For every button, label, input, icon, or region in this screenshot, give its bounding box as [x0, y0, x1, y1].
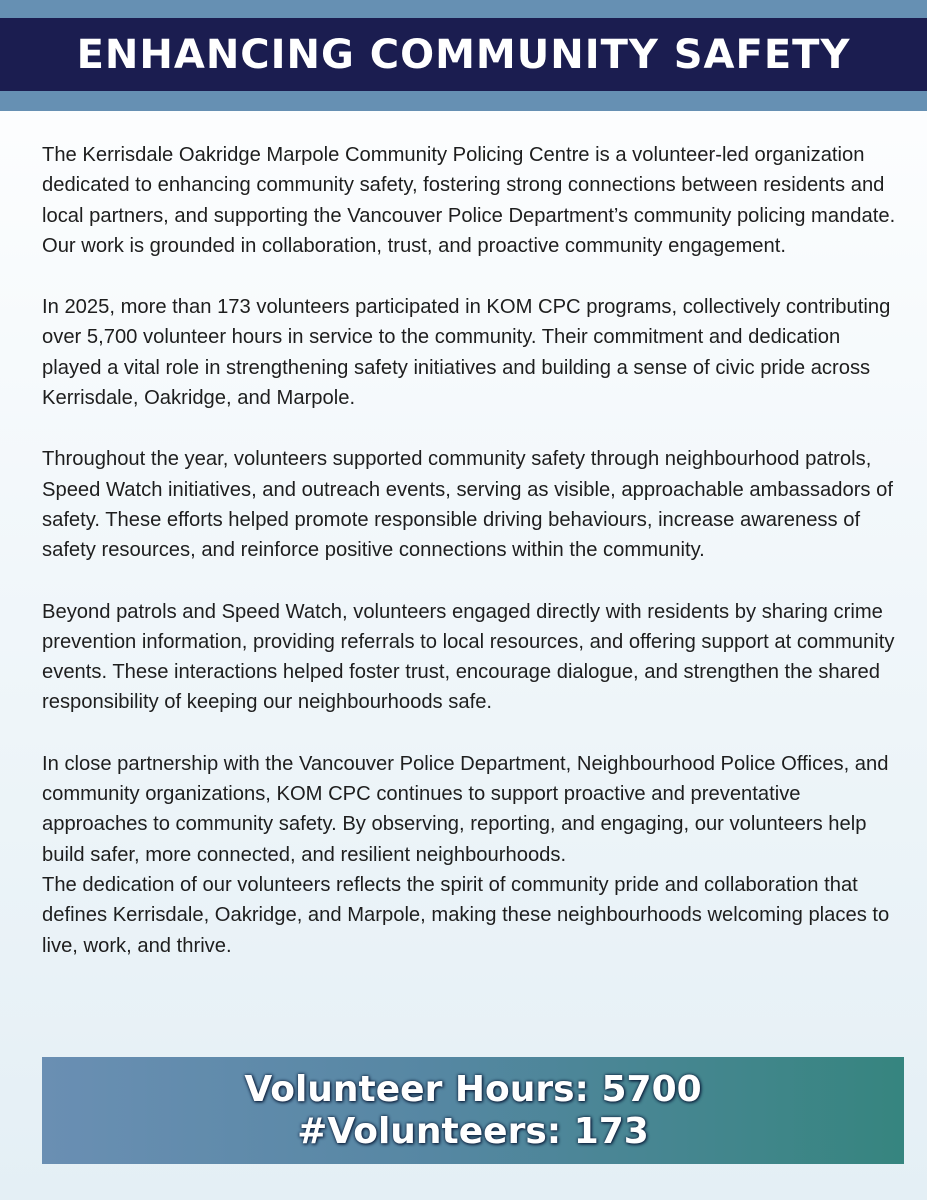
stats-box	[42, 1057, 904, 1164]
body-text	[42, 140, 902, 961]
paragraph-engagement: Beyond patrols and Speed Watch, volunteers engaged directly with residents by sharing crime prevention information, providing referrals to local resources, and offering support at community events. These interactions helped foster trust, encourage dialogue, and strengthen the shared responsibility of keeping our neighbourhoods safe.	[42, 600, 895, 714]
paragraph-intro: The Kerrisdale Oakridge Marpole Community Policing Centre is a volunteer-led organization dedicated to enhancing community safety, fostering strong connections between residents and local partners, and supporting the Vancouver Police Department’s community policing mandate. Our work is grounded in collaboration, trust, and proactive community engagement.	[42, 144, 896, 257]
paragraph-closing: The dedication of our volunteers reflects the spirit of community pride and collaboration that defines Kerrisdale, Oakridge, and Marpole, making these neighbourhoods welcoming places to live, work, and thrive.	[42, 873, 890, 957]
volunteer-count-stat: #Volunteers: 173	[297, 1110, 649, 1152]
paragraph-patrols: Throughout the year, volunteers supported community safety through neighbourhood patrols, Speed Watch initiatives, and outreach events, serving as visible, approachable ambassadors of safety. These efforts helped promote responsible driving behaviours, increase awareness of safety resources, and reinforce positive connections within the community.	[42, 448, 893, 562]
volunteer-hours-stat: Volunteer Hours: 5700	[244, 1068, 702, 1110]
title-bar	[0, 18, 927, 91]
paragraph-partnership: In close partnership with the Vancouver Police Department, Neighbourhood Police Offices, and community organizations, KOM CPC continues to support proactive and preventative approaches to community safety. By observing, reporting, and engaging, our volunteers help build safer, more connected, and resilient neighbourhoods.	[42, 752, 889, 866]
paragraph-2025-summary: In 2025, more than 173 volunteers participated in KOM CPC programs, collectively contributing over 5,700 volunteer hours in service to the community. Their commitment and dedication played a vital role in strengthening safety initiatives and building a sense of civic pride across Kerrisdale, Oakridge, and Marpole.	[42, 296, 891, 410]
page-title: ENHANCING COMMUNITY SAFETY	[76, 31, 851, 78]
